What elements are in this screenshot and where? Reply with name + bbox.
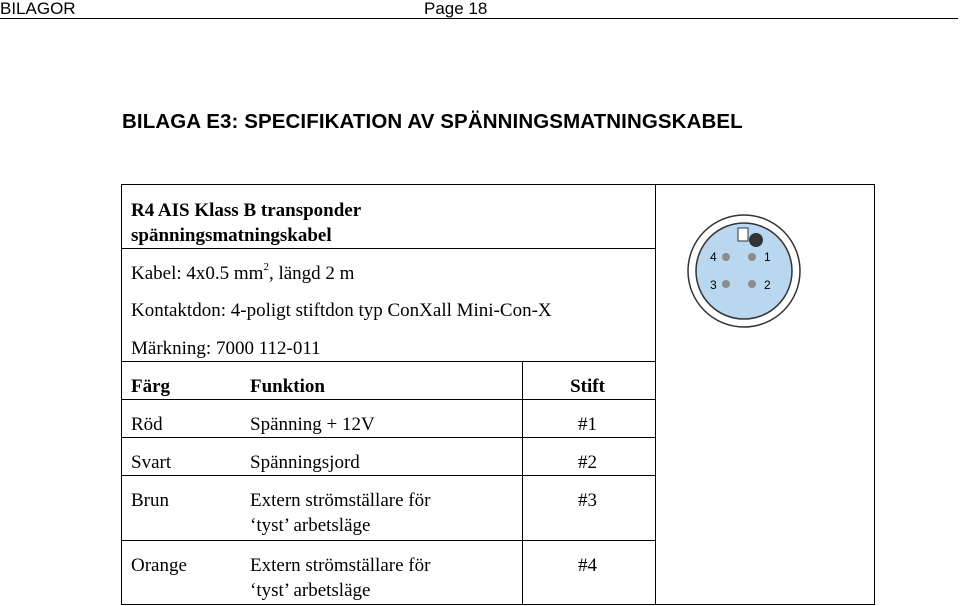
page-header: [0, 0, 958, 19]
pin-label-2: 2: [764, 278, 771, 292]
spec-heading-line2: spänningsmatningskabel: [131, 225, 332, 246]
row-color: Orange: [131, 555, 187, 576]
pin-4: [722, 253, 730, 261]
connector-key-slot: [738, 228, 748, 241]
column-header-pin: Stift: [570, 376, 605, 397]
row-function-line2: ‘tyst’ arbetsläge: [250, 515, 371, 536]
row-pin: #3: [578, 490, 597, 511]
pin-1: [748, 253, 756, 261]
row-color: Brun: [131, 490, 169, 511]
row-divider: [122, 437, 655, 438]
row-divider: [122, 399, 655, 400]
row-divider: [122, 361, 655, 362]
connector-pinout-diagram: [684, 213, 810, 331]
cable-spec-suffix: , längd 2 m: [268, 263, 355, 284]
row-color: Röd: [131, 414, 163, 435]
pin-3: [722, 280, 730, 288]
spec-heading-line1: R4 AIS Klass B transponder: [131, 200, 362, 221]
connector-spec: Kontaktdon: 4-poligt stiftdon typ ConXall Mini-Con-X: [131, 300, 552, 321]
row-divider: [122, 475, 655, 476]
row-function: Spänningsjord: [250, 452, 360, 473]
cable-spec-prefix: Kabel: 4x0.5 mm: [131, 263, 264, 284]
image-column-divider: [655, 185, 656, 604]
column-header-color: Färg: [131, 376, 171, 397]
row-divider: [122, 540, 655, 541]
pin-label-1: 1: [764, 250, 771, 264]
row-color: Svart: [131, 452, 172, 473]
page-title: BILAGA E3: SPECIFIKATION AV SPÄNNINGSMATNINGSKABEL: [122, 110, 743, 133]
row-divider: [122, 248, 655, 249]
pin-label-3: 3: [710, 278, 717, 292]
column-header-function: Funktion: [250, 376, 325, 397]
row-function: Extern strömställare för: [250, 490, 431, 511]
row-pin: #2: [578, 452, 597, 473]
marking-spec: Märkning: 7000 112-011: [131, 338, 321, 359]
header-section-label: BILAGOR: [0, 0, 76, 18]
row-function: Spänning + 12V: [250, 414, 375, 435]
page-number: Page 18: [424, 0, 488, 18]
row-function-line2: ‘tyst’ arbetsläge: [250, 580, 371, 601]
row-pin: #4: [578, 555, 597, 576]
row-pin: #1: [578, 414, 597, 435]
cable-spec-superscript: 2: [263, 261, 269, 273]
connector-key-notch: [749, 233, 763, 247]
pin-label-4: 4: [710, 250, 717, 264]
pin-2: [748, 280, 756, 288]
row-function: Extern strömställare för: [250, 555, 431, 576]
cable-spec: [131, 263, 354, 285]
